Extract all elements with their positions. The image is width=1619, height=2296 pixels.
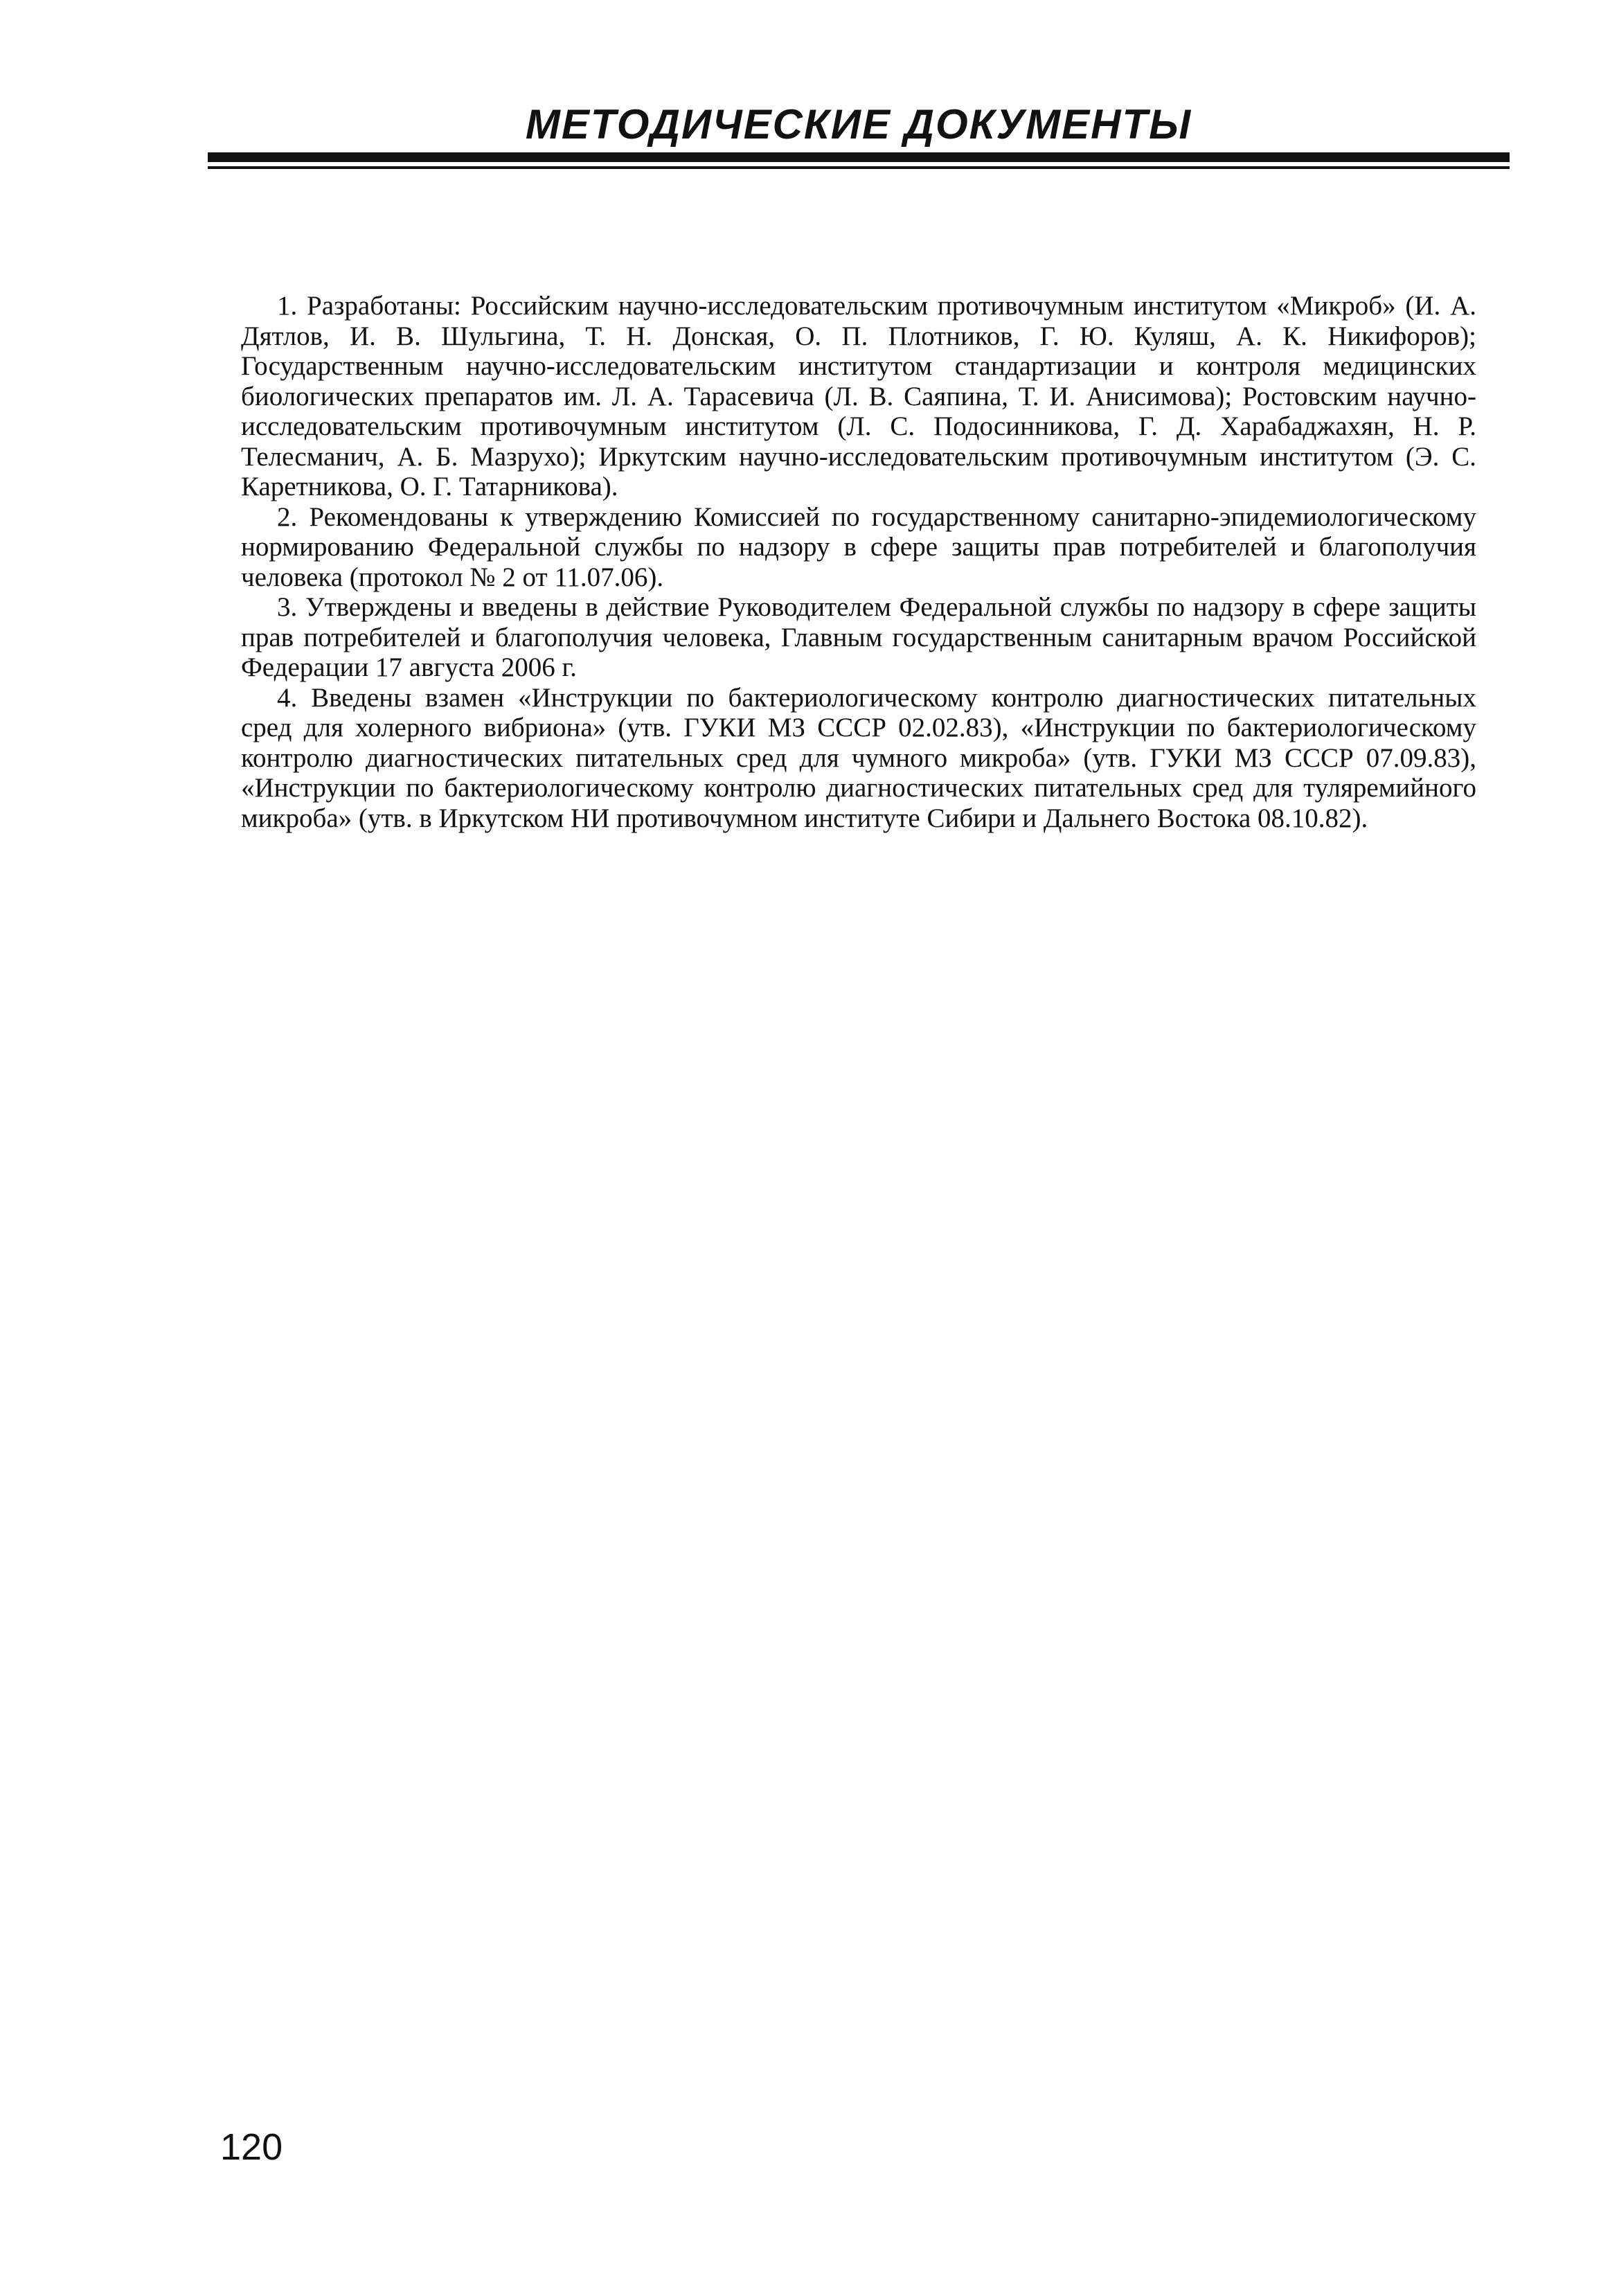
header-rule-thick — [208, 152, 1510, 162]
page-number: 120 — [220, 2126, 283, 2168]
header-rule-thin — [208, 166, 1510, 169]
document-body — [241, 291, 1476, 833]
paragraph-replaces: 4. Введены взамен «Инструкции по бактериологическому контролю диагностических питательных сред для холерного вибриона» (утв. ГУКИ МЗ СССР 02.02.83), «Инструкции по бактериологическому контролю диагностических питательных сред для чумного микроба» (утв. ГУКИ МЗ СССР 07.09.83), «Инструкции по бактериологическому контролю диагностических питательных сред для туляремийного микроба» (утв. в Иркутском НИ противочумном институте Сибири и Дальнего Востока 08.10.82). — [241, 682, 1476, 833]
section-title: МЕТОДИЧЕСКИЕ ДОКУМЕНТЫ — [525, 101, 1192, 148]
paragraph-developed-by: 1. Разработаны: Российским научно-исследовательским противочумным институтом «Микроб» (И. А. Дятлов, И. В. Шульгина, Т. Н. Донская, О. П. Плотников, Г. Ю. Куляш, А. К. Никифоров); Государственным научно-исследовательским институтом стандартизации и контроля медицинских биологических препаратов им. Л. А. Тарасевича (Л. В. Саяпина, Т. И. Анисимова); Ростовским научно-исследовательским противочумным институтом (Л. С. Подосинникова, Г. Д. Харабаджахян, Н. Р. Телесманич, А. Б. Мазрухо); Иркутским научно-исследовательским противочумным институтом (Э. С. Каретникова, О. Г. Татарникова). — [241, 291, 1476, 501]
page-header — [208, 97, 1510, 173]
paragraph-recommended: 2. Рекомендованы к утверждению Комиссией по государственному санитарно-эпидемиологическому нормированию Федеральной службы по надзору в сфере защиты прав потребителей и благополучия человека (протокол № 2 от 11.07.06). — [241, 501, 1476, 592]
paragraph-approved: 3. Утверждены и введены в действие Руководителем Федеральной службы по надзору в сфере защиты прав потребителей и благополучия человека, Главным государственным санитарным врачом Российской Федерации 17 августа 2006 г. — [241, 592, 1476, 682]
